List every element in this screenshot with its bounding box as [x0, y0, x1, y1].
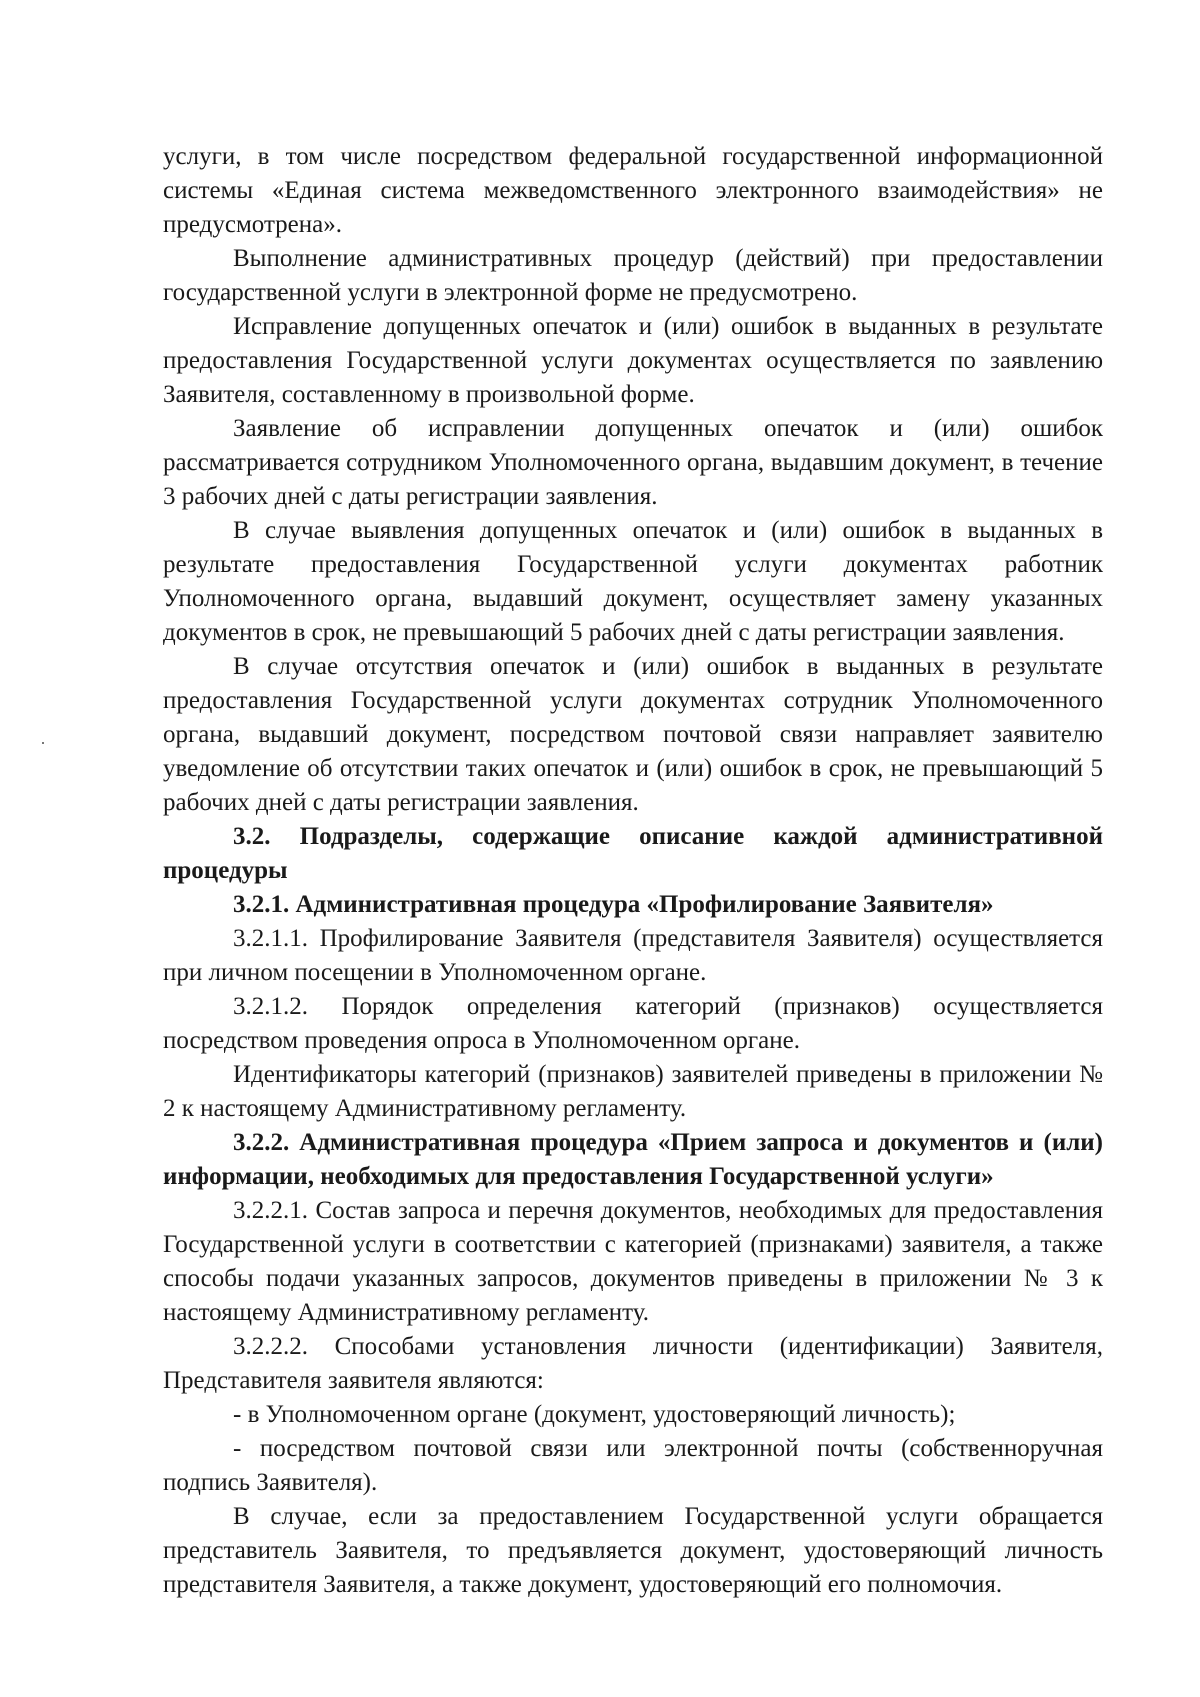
paragraph-3-2-1-1: 3.2.1.1. Профилирование Заявителя (представителя Заявителя) осуществляется при личном посещении в Уполномоченном органе. [163, 925, 1103, 986]
paragraph-3-2-2-2: 3.2.2.2. Способами установления личности (идентификации) Заявителя, Представителя заявителя являются: [163, 1333, 1103, 1394]
section-heading-3-2-1: 3.2.1. Административная процедура «Профилирование Заявителя» [233, 891, 994, 918]
list-item-post-email: - посредством почтовой связи или электронной почты (собственноручная подпись Заявителя). [163, 1435, 1103, 1496]
paragraph-3-2-2-1: 3.2.2.1. Состав запроса и перечня документов, необходимых для предоставления Государственной услуги в соответствии с категорией (признаками) заявителя, а также способы подачи указанных запросов, документов приведены в приложении № 3 к настоящему Административному регламенту. [163, 1197, 1103, 1326]
section-heading-3-2: 3.2. Подразделы, содержащие описание каждой административной процедуры [163, 823, 1103, 884]
paragraph-electronic-form: Выполнение административных процедур (действий) при предоставлении государственной услуги в электронной форме не предусмотрено. [163, 245, 1103, 306]
paragraph-error-correction: Исправление допущенных опечаток и (или) ошибок в выданных в результате предоставления Государственной услуги документах осуществляется по заявлению Заявителя, составленному в произвольной форме. [163, 313, 1103, 408]
paragraph-errors-found: В случае выявления допущенных опечаток и (или) ошибок в выданных в результате предоставления Государственной услуги документах работник Уполномоченного органа, выдавший документ, осуществляет замену указанных документов в срок, не превышающий 5 рабочих дней с даты регистрации заявления. [163, 517, 1103, 646]
paragraph-representative: В случае, если за предоставлением Государственной услуги обращается представитель Заявителя, то предъявляется документ, удостоверяющий личность представителя Заявителя, а также документ, удостоверяющий его полномочия. [163, 1503, 1103, 1598]
paragraph-identifiers: Идентификаторы категорий (признаков) заявителей приведены в приложении № 2 к настоящему Административному регламенту. [163, 1061, 1103, 1122]
paragraph-no-errors: В случае отсутствия опечаток и (или) ошибок в выданных в результате предоставления Государственной услуги документах сотрудник Уполномоченного органа, выдавший документ, посредством почтовой связи направляет заявителю уведомление об отсутствии таких опечаток и (или) ошибок в срок, не превышающий 5 рабочих дней с даты регистрации заявления. [163, 653, 1103, 816]
paragraph-continuation: услуги, в том числе посредством федеральной государственной информационной системы «Единая система межведомственного электронного взаимодействия» не предусмотрена». [163, 143, 1103, 238]
paragraph-3-2-1-2: 3.2.1.2. Порядок определения категорий (признаков) осуществляется посредством проведения опроса в Уполномоченном органе. [163, 993, 1103, 1054]
scan-artifact-dot [42, 742, 44, 744]
list-item-authority: - в Уполномоченном органе (документ, удостоверяющий личность); [233, 1401, 956, 1428]
document-page [163, 140, 1103, 1602]
paragraph-application-review: Заявление об исправлении допущенных опечаток и (или) ошибок рассматривается сотрудником Уполномоченного органа, выдавшим документ, в течение 3 рабочих дней с даты регистрации заявления. [163, 415, 1103, 510]
section-heading-3-2-2: 3.2.2. Административная процедура «Прием запроса и документов и (или) информации, необходимых для предоставления Государственной услуги» [163, 1129, 1103, 1190]
